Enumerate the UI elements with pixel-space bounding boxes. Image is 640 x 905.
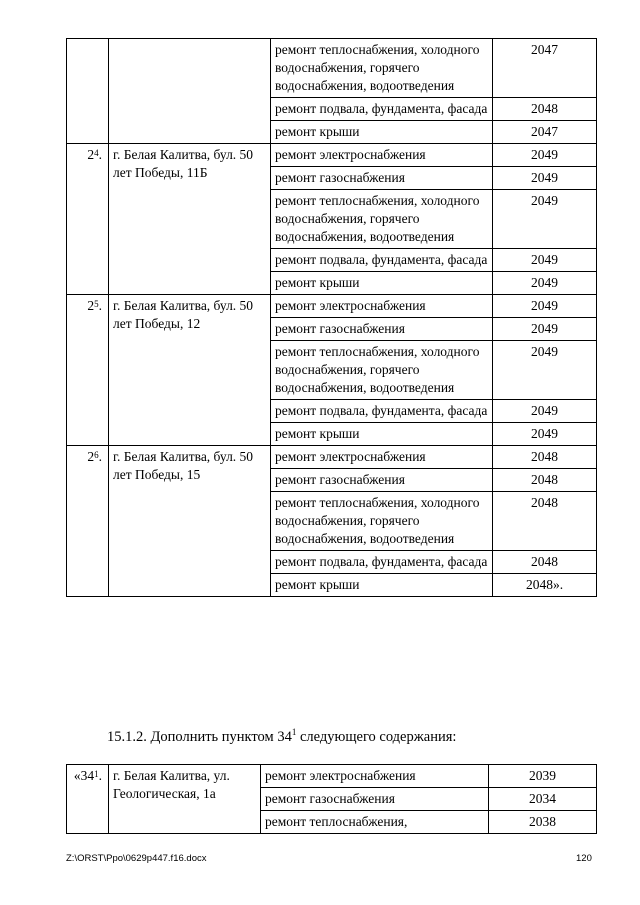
year-cell: 2048	[493, 492, 597, 551]
work-type-cell: ремонт теплоснабжения,	[261, 811, 489, 834]
work-type-cell: ремонт крыши	[271, 423, 493, 446]
work-type-cell: ремонт электроснабжения	[271, 446, 493, 469]
item-number-sup: 5	[94, 299, 99, 309]
amendment-paragraph	[107, 729, 456, 746]
work-type-cell: ремонт электроснабжения	[271, 144, 493, 167]
year-cell: 2049	[493, 295, 597, 318]
item-number: $2^5$.	[67, 295, 109, 446]
year-cell: 2047	[493, 121, 597, 144]
work-type-cell: ремонт крыши	[271, 272, 493, 295]
work-type-cell: ремонт электроснабжения	[261, 765, 489, 788]
footer-page-number: 120	[576, 853, 592, 864]
year-cell: 2048	[493, 469, 597, 492]
table-row	[67, 446, 597, 469]
year-cell: 2047	[493, 39, 597, 98]
address-cell: г. Белая Калитва, бул. 50 лет Победы, 15	[109, 446, 271, 597]
table-row	[67, 144, 597, 167]
item-number-sup: 4	[94, 148, 99, 158]
year-cell: 2049	[493, 318, 597, 341]
table-row	[67, 295, 597, 318]
paragraph-sup: 1	[291, 727, 297, 737]
new-item-table	[66, 764, 597, 834]
work-type-cell: ремонт газоснабжения	[261, 788, 489, 811]
year-cell: 2039	[489, 765, 597, 788]
work-type-cell: ремонт подвала, фундамента, фасада	[271, 400, 493, 423]
work-type-cell: ремонт крыши	[271, 121, 493, 144]
year-cell: 2048».	[493, 574, 597, 597]
item-number: $2^4$.	[67, 144, 109, 295]
year-cell: 2049	[493, 423, 597, 446]
address-cell: г. Белая Калитва, бул. 50 лет Победы, 11Б	[109, 144, 271, 295]
work-type-cell: ремонт подвала, фундамента, фасада	[271, 249, 493, 272]
work-type-cell: ремонт теплоснабжения, холодного водоснабжения, горячего водоснабжения, водоотведения	[271, 341, 493, 400]
year-cell: 2049	[493, 400, 597, 423]
year-cell: 2038	[489, 811, 597, 834]
address-program-table	[66, 38, 597, 597]
work-type-cell: ремонт электроснабжения	[271, 295, 493, 318]
year-cell: 2049	[493, 190, 597, 249]
address-cell: г. Белая Калитва, бул. 50 лет Победы, 12	[109, 295, 271, 446]
item-number-sup: 1	[94, 769, 99, 779]
year-cell: 2034	[489, 788, 597, 811]
address-cell	[109, 39, 271, 144]
table-row	[67, 765, 597, 788]
footer-file-path: Z:\ORST\Ppo\0629p447.f16.docx	[66, 853, 207, 864]
table-row	[67, 39, 597, 98]
work-type-cell: ремонт газоснабжения	[271, 469, 493, 492]
work-type-cell: ремонт подвала, фундамента, фасада	[271, 551, 493, 574]
year-cell: 2048	[493, 551, 597, 574]
year-cell: 2048	[493, 98, 597, 121]
paragraph-text: 15.1.2. Дополнить пунктом 34	[107, 729, 292, 745]
year-cell: 2048	[493, 446, 597, 469]
work-type-cell: ремонт теплоснабжения, холодного водоснабжения, горячего водоснабжения, водоотведения	[271, 39, 493, 98]
year-cell: 2049	[493, 167, 597, 190]
paragraph-text-end: следующего содержания:	[296, 729, 457, 745]
item-number: «$34^1$.	[67, 765, 109, 834]
item-number-sup: 6	[94, 450, 99, 460]
year-cell: 2049	[493, 249, 597, 272]
work-type-cell: ремонт крыши	[271, 574, 493, 597]
work-type-cell: ремонт газоснабжения	[271, 167, 493, 190]
address-cell: г. Белая Калитва, ул. Геологическая, 1а	[109, 765, 261, 834]
year-cell: 2049	[493, 272, 597, 295]
work-type-cell: ремонт подвала, фундамента, фасада	[271, 98, 493, 121]
year-cell: 2049	[493, 144, 597, 167]
year-cell: 2049	[493, 341, 597, 400]
item-number	[67, 39, 109, 144]
work-type-cell: ремонт газоснабжения	[271, 318, 493, 341]
work-type-cell: ремонт теплоснабжения, холодного водоснабжения, горячего водоснабжения, водоотведения	[271, 190, 493, 249]
work-type-cell: ремонт теплоснабжения, холодного водоснабжения, горячего водоснабжения, водоотведения	[271, 492, 493, 551]
item-number: $2^6$.	[67, 446, 109, 597]
